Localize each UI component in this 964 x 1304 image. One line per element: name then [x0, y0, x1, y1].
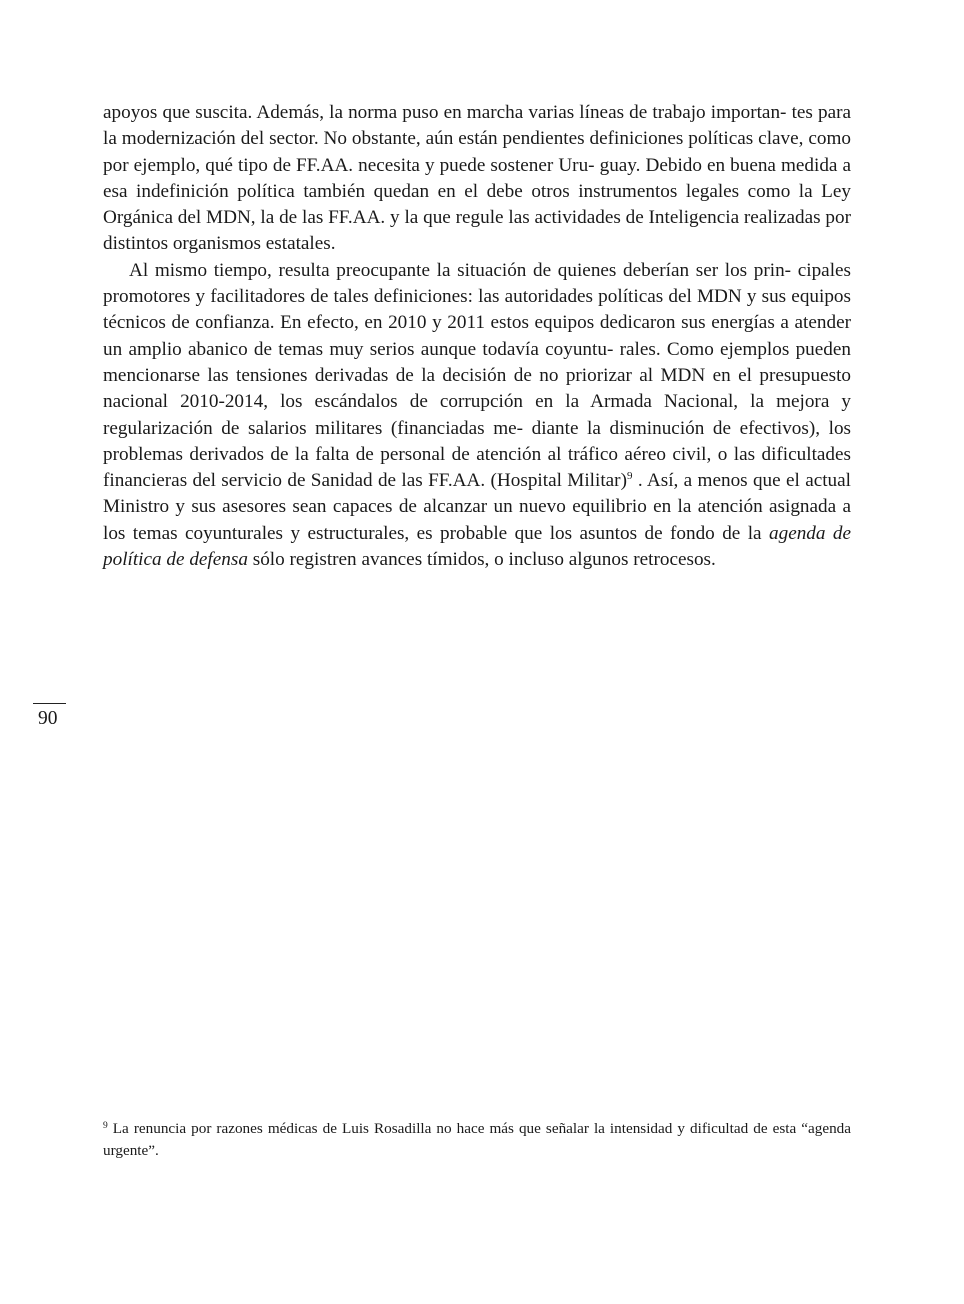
text-line: regule las actividades de Inteligencia realizadas por distintos organismos estatales. [103, 207, 851, 255]
footnote-line: La renuncia por razones médicas de Luis Rosadilla no hace más que señalar la intensidad y dificultad de esta [112, 1120, 797, 1137]
paragraph-1 [103, 100, 851, 258]
footnote-marker: 9 [103, 1121, 108, 1131]
italic-term: agenda de política de defensa [103, 522, 852, 571]
text-line: y sus equipos técnicos de confianza. En efecto, en 2010 y 2011 estos equipos dedicaron [103, 286, 851, 334]
footnote-reference[interactable]: 9 [626, 470, 633, 483]
text-line: Al mismo tiempo, resulta preocupante la situación de quienes deberían ser los prin- [129, 259, 792, 281]
text-line: diante la disminución de efectivos), los problemas derivados de la falta de personal de [103, 417, 851, 465]
page-number-rule [33, 703, 66, 704]
text-line: tes para la modernización del sector. No obstante, aún están pendientes definiciones [103, 102, 852, 150]
text-line: y estructurales, es probable que los asuntos de fondo de la [290, 522, 762, 544]
text-line: apoyos que suscita. Además, la norma puso en marcha varias líneas de trabajo importan- [103, 102, 787, 123]
footnote [103, 1118, 851, 1161]
text-line: FF.AA. (Hospital Militar) [428, 470, 627, 492]
text-line: atención al tráfico aéreo civil, o las dificultades financieras del servicio de Sanidad de las [103, 443, 851, 492]
text-line: otros instrumentos legales como la Ley Orgánica del MDN, la de las FF.AA. y la que [103, 180, 852, 229]
text-line: capaces de alcanzar un nuevo equilibrio en la atención asignada a los temas coyunturales [103, 496, 851, 544]
text-line: políticas clave, como por ejemplo, qué tipo de FF.AA. necesita y puede sostener Uru- [103, 128, 852, 176]
footnote-line: “agenda urgente”. [103, 1120, 851, 1159]
text-line: guay. Debido en buena medida a esa indefinición política también quedan en el debe [103, 154, 851, 202]
text-line: priorizar al MDN en el presupuesto nacional 2010-2014, los escándalos de corrupción [103, 364, 852, 413]
paragraph-2 [103, 258, 851, 574]
text-line: sus energías a atender un amplio abanico de temas muy serios aunque todavía coyuntu- [103, 312, 851, 360]
footnote-text [103, 1118, 851, 1161]
text-line: . Así, a menos que el actual Ministro y sus asesores sean [103, 470, 852, 518]
main-text [103, 100, 851, 573]
text-line: en la Armada Nacional, la mejora y regularización de salarios militares (financiadas me- [103, 391, 852, 439]
text-line: rales. Como ejemplos pueden mencionarse las tensiones derivadas de la decisión de no [103, 338, 851, 386]
text-line: cipales promotores y facilitadores de tales definiciones: las autoridades políticas del MDN [103, 259, 852, 308]
text-line: sólo registren avances tímidos, o incluso algunos retrocesos. [252, 549, 716, 571]
page-number: 90 [38, 708, 58, 729]
